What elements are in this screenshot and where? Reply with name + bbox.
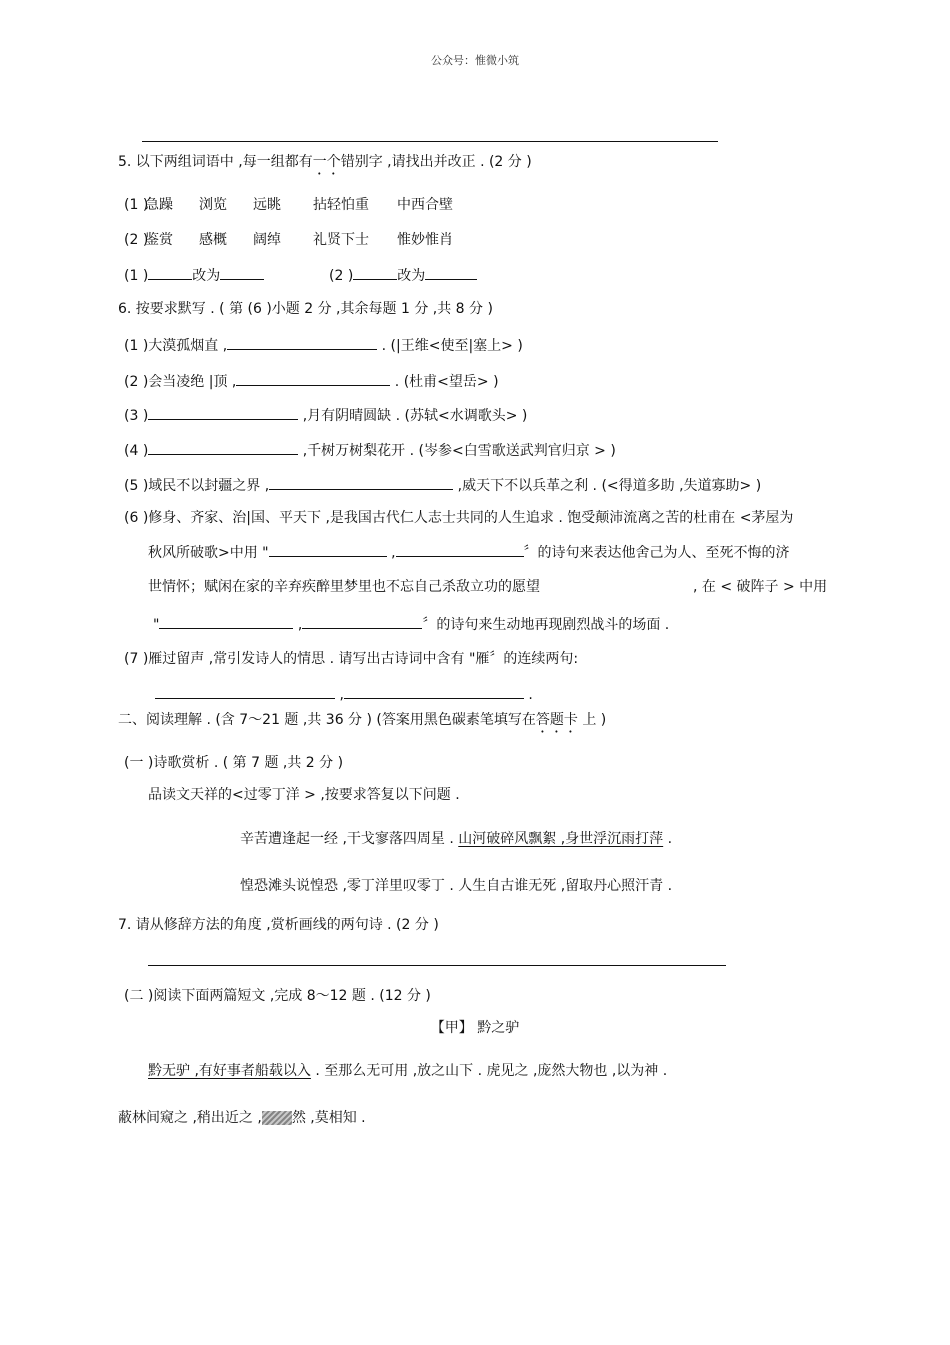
passage-line-2 <box>118 1109 366 1127</box>
section-2-title-part: 二、阅读理解 . (含 7～21 题 ,共 36 分 ) (答案用黑色碳素笔填写在 <box>118 712 536 728</box>
q6-blank-7a[interactable] <box>155 684 335 699</box>
q7-stem: 7. 请从修辞方法的角度 ,赏析画线的两句诗 . (2 分 ) <box>118 917 439 933</box>
q5-answer-line-2 <box>329 265 477 285</box>
passage-line-1-text: . 至那么无可用 ,放之山下 . 虎见之 ,庞然大物也 ,以为神 . <box>310 1063 668 1079</box>
q7-answer-line[interactable] <box>148 965 726 966</box>
q6-line-3 <box>124 405 527 425</box>
part-1-title: (一 )诗歌赏析 . ( 第 7 题 ,共 2 分 ) <box>124 755 344 771</box>
q6-line-2 <box>124 371 499 391</box>
q5-row-1-word: 中西合壁 <box>397 197 453 213</box>
q6-line-6c-tail: , 在 < 破阵子 > 中用 <box>693 579 828 595</box>
passage-underlined-text: 黔无驴 ,有好事者船载以入 <box>148 1063 311 1079</box>
q6-line-5-text: (5 )域民不以封疆之界 , <box>124 478 270 494</box>
q6-blank-6b[interactable] <box>396 542 524 557</box>
q6-blank-6a[interactable] <box>269 542 387 557</box>
section-2-title-emphasis: 答题卡 <box>535 712 578 728</box>
poem-line-1-c: . <box>663 831 673 847</box>
q5-row-1-word: 拈轻怕重 <box>313 197 369 213</box>
q5-row-1-word: 远眺 <box>253 197 281 213</box>
section-2-title <box>118 711 606 736</box>
q5-answer-label-2: (2 ) <box>329 268 354 284</box>
poem-line-2: 惶恐滩头说惶恐 ,零丁洋里叹零丁 . 人生自古谁无死 ,留取丹心照汗青 . <box>240 878 673 894</box>
section-2-title-part: 上 ) <box>577 712 607 728</box>
poem-line-1-a: 辛苦遭逢起一经 ,干戈寥落四周星 . <box>240 831 459 847</box>
passage-jia-title: 【甲】 黔之驴 <box>430 1020 520 1036</box>
q6-line-3-label: (3 ) <box>124 408 149 424</box>
q5-change-label-1: 改为 <box>192 268 221 284</box>
poem-underlined-lines: 山河破碎风飘絮 ,身世浮沉雨打萍 <box>458 831 664 847</box>
q6-line-6: (6 )修身、齐家、治|国、平天下 ,是我国古代仁人志士共同的人生追求 . 饱受颠沛流离之苦的杜甫在 <茅屋为 <box>124 510 794 526</box>
q5-blank-2a[interactable] <box>353 265 397 280</box>
q6-comma: , <box>335 687 344 703</box>
q6-line-6c: 世情怀；赋闲在家的辛弃疾醉里梦里也不忘自己杀敌立功的愿望 <box>148 579 540 595</box>
q5-stem <box>118 153 532 178</box>
q5-row-2-label: (2 ) <box>124 232 149 248</box>
q5-change-label-2: 改为 <box>397 268 426 284</box>
q5-blank-1b[interactable] <box>220 265 264 280</box>
passage-line-2-tail: 然 ,莫相知 . <box>291 1110 366 1126</box>
q6-line-1-source: . (|王维<使至|塞上> ) <box>377 338 523 354</box>
q5-row-1-word: 浏览 <box>199 197 227 213</box>
part-1-intro: 品读文天祥的<过零丁洋 > ,按要求答复以下问题 . <box>148 787 460 803</box>
q5-row-2-word: 感概 <box>199 232 227 248</box>
poem-line-1 <box>240 830 672 848</box>
q6-blank-6c[interactable] <box>159 614 293 629</box>
q6-line-5 <box>124 475 761 495</box>
passage-line-2-text: 蔽林间窥之 ,稍出近之 , <box>118 1110 262 1126</box>
q6-line-6d-tail: 〞的诗句来生动地再现剧烈战斗的场面 . <box>422 617 670 633</box>
answer-line <box>142 141 718 142</box>
q6-comma: , <box>386 545 396 561</box>
q5-stem-part: 5. 以下两组词语中 ,每一组都有 <box>118 154 313 170</box>
q5-answer-label-1: (1 ) <box>124 268 149 284</box>
q6-line-1-text: (1 )大漠孤烟直 , <box>124 338 228 354</box>
q6-line-7: (7 )雁过留声 ,常引发诗人的情思 . 请写出古诗词中含有 "雁〞的连续两句: <box>124 651 579 667</box>
q6-line-4-label: (4 ) <box>124 443 149 459</box>
q5-stem-emphasis: 一个 <box>312 154 341 170</box>
q6-comma: , <box>293 617 303 633</box>
q6-blank-3[interactable] <box>148 405 298 420</box>
q6-blank-5[interactable] <box>269 475 453 490</box>
q5-blank-2b[interactable] <box>425 265 477 280</box>
q6-blank-4[interactable] <box>148 440 298 455</box>
q6-blank-1[interactable] <box>227 335 377 350</box>
q5-row-2-word: 鉴赏 <box>145 232 173 248</box>
q6-line-1 <box>124 335 523 355</box>
q5-answer-line <box>124 265 264 285</box>
q5-stem-part: 错别字 ,请找出并改正 . (2 分 ) <box>340 154 532 170</box>
q6-line-7-answer <box>155 684 533 704</box>
passage-line-1 <box>148 1062 667 1080</box>
page-header: 公众号：惟微小筑 <box>431 54 519 67</box>
q5-row-2-word: 惟妙惟肖 <box>397 232 453 248</box>
q6-line-2-text: (2 )会当凌绝 |顶 , <box>124 374 237 390</box>
q5-row-1-word: 急躁 <box>145 197 173 213</box>
q6-line-4-text: ,千树万树梨花开 . (岑参<白雪歌送武判官归京 > ) <box>298 443 616 459</box>
q6-open-quote: " <box>153 617 160 633</box>
q6-line-5-source: ,威天下不以兵革之利 . (<得道多助 ,失道寡助> ) <box>453 478 762 494</box>
q6-line-6d <box>153 614 669 634</box>
q5-row-1-label: (1 ) <box>124 197 149 213</box>
q6-line-3-text: ,月有阴晴圆缺 . (苏轼<水调歌头> ) <box>298 408 528 424</box>
q6-line-6b <box>148 542 790 562</box>
q6-line-6b-tail: 〞的诗句来表达他舍己为人、至死不悔的济 <box>523 545 790 561</box>
q6-line-4 <box>124 440 616 460</box>
q6-period: . <box>523 687 533 703</box>
q6-blank-7b[interactable] <box>344 684 524 699</box>
q6-stem: 6. 按要求默写 . ( 第 (6 )小题 2 分 ,其余每题 1 分 ,共 8 分 ) <box>118 301 493 317</box>
obscured-character-image <box>262 1111 292 1125</box>
q5-row-2-word: 礼贤下士 <box>313 232 369 248</box>
q6-blank-6d[interactable] <box>302 614 422 629</box>
q6-line-6b-text: 秋风所破歌>中用 " <box>148 545 269 561</box>
q5-row-2-word: 阔绰 <box>253 232 281 248</box>
q6-blank-2[interactable] <box>236 371 390 386</box>
q5-blank-1a[interactable] <box>148 265 192 280</box>
part-2-title: (二 )阅读下面两篇短文 ,完成 8～12 题 . (12 分 ) <box>124 988 431 1004</box>
q6-line-2-source: . (杜甫<望岳> ) <box>390 374 499 390</box>
